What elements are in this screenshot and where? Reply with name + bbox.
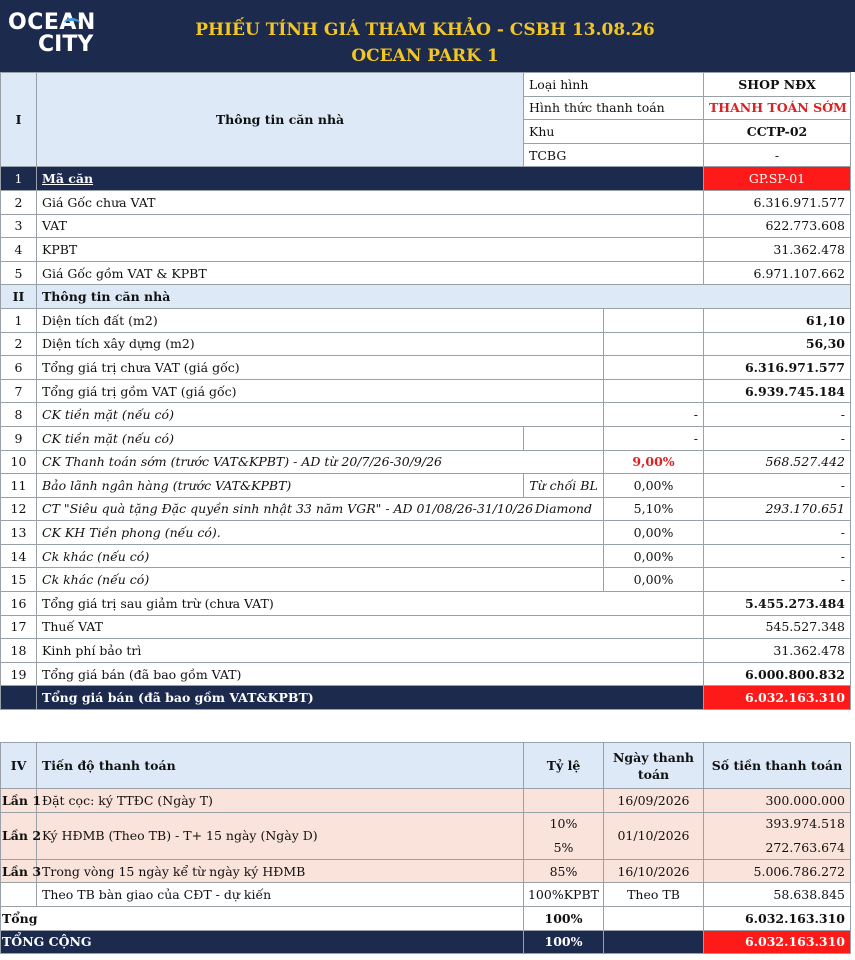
- row-number: 18: [1, 639, 37, 663]
- row-number: 11: [1, 474, 37, 498]
- row-value: 6.316.971.577: [704, 190, 851, 214]
- row-rate: [604, 332, 704, 356]
- row-label: Giá Gốc gồm VAT & KPBT: [37, 261, 704, 285]
- section-label: Thông tin căn nhà: [37, 285, 851, 309]
- row-label: Tổng giá bán (đã bao gồm VAT): [37, 662, 704, 686]
- row-number: 9: [1, 426, 37, 450]
- row-value: -: [704, 474, 851, 498]
- detail-row: [1, 497, 851, 521]
- installment-rate: 85%: [524, 859, 604, 883]
- row-value: -: [704, 568, 851, 592]
- row-value: -: [704, 426, 851, 450]
- info-value: THANH TOÁN SỚM: [704, 96, 851, 120]
- row-value: 568.527.442: [704, 450, 851, 474]
- row-note: [524, 521, 604, 545]
- info-label: Khu: [524, 120, 704, 144]
- detail-row: [1, 308, 851, 332]
- col-header-label: Tiến độ thanh toán: [37, 743, 524, 789]
- info-row: [1, 73, 851, 97]
- detail-row: [1, 544, 851, 568]
- installment-date: Theo TB: [604, 883, 704, 907]
- detail-row: [1, 592, 851, 616]
- price-row: [1, 214, 851, 238]
- row-label: Diện tích xây dựng (m2): [37, 332, 604, 356]
- row-label: Tổng giá trị gồm VAT (giá gốc): [37, 379, 604, 403]
- row-value: 31.362.478: [704, 238, 851, 262]
- payment-row: [1, 789, 851, 813]
- row-value: 56,30: [704, 332, 851, 356]
- col-header-rate: Tỷ lệ: [524, 743, 604, 789]
- row-label: Bảo lãnh ngân hàng (trước VAT&KPBT): [37, 474, 524, 498]
- row-rate: -: [604, 403, 704, 427]
- installment-number: Lần 3: [1, 859, 37, 883]
- grand-total-label: TỔNG CỘNG: [1, 930, 524, 954]
- row-number: 16: [1, 592, 37, 616]
- row-label: Mã căn: [37, 167, 704, 191]
- row-number: 2: [1, 190, 37, 214]
- section-header-row: [1, 285, 851, 309]
- price-row: [1, 261, 851, 285]
- col-header-date: Ngày thanh toán: [604, 743, 704, 789]
- schedule-total-label: Tổng: [1, 906, 524, 930]
- row-number: 6: [1, 356, 37, 380]
- unit-code: GP.SP-01: [704, 167, 851, 191]
- row-number: 5: [1, 261, 37, 285]
- schedule-total-rate: 100%: [524, 906, 604, 930]
- installment-number: Lần 1: [1, 789, 37, 813]
- price-row: [1, 190, 851, 214]
- schedule-total-amount: 6.032.163.310: [704, 906, 851, 930]
- schedule-header-row: [1, 743, 851, 789]
- detail-row: [1, 426, 851, 450]
- row-value: 622.773.608: [704, 214, 851, 238]
- section-label: Thông tin căn nhà: [37, 73, 524, 167]
- installment-amount: 272.763.674: [704, 836, 851, 860]
- row-rate: 0,00%: [604, 474, 704, 498]
- row-label: Kinh phí bảo trì: [37, 639, 704, 663]
- row-label: Diện tích đất (m2): [37, 308, 604, 332]
- installment-amount: 58.638.845: [704, 883, 851, 907]
- row-number: 12: [1, 497, 37, 521]
- detail-row: [1, 568, 851, 592]
- row-rate: [604, 308, 704, 332]
- row-number: 2: [1, 332, 37, 356]
- info-value: SHOP NĐX: [704, 73, 851, 97]
- total-price-value: 6.032.163.310: [704, 686, 851, 710]
- row-value: 293.170.651: [704, 497, 851, 521]
- row-number: 10: [1, 450, 37, 474]
- row-number: 15: [1, 568, 37, 592]
- detail-row: [1, 521, 851, 545]
- sheet-title: PHIẾU TÍNH GIÁ THAM KHẢO - CSBH 13.08.26: [195, 20, 655, 40]
- payment-schedule-table: [0, 742, 851, 954]
- row-label: Thuế VAT: [37, 615, 704, 639]
- row-value: 545.527.348: [704, 615, 851, 639]
- row-label: Ck khác (nếu có): [37, 568, 524, 592]
- installment-date: 16/10/2026: [604, 859, 704, 883]
- row-label: Tổng giá trị sau giảm trừ (chưa VAT): [37, 592, 704, 616]
- detail-row: [1, 474, 851, 498]
- section-number: IV: [1, 743, 37, 789]
- row-value: 31.362.478: [704, 639, 851, 663]
- sheet-header: [0, 0, 855, 72]
- row-number: 7: [1, 379, 37, 403]
- row-note: [524, 450, 604, 474]
- row-label: Ck khác (nếu có): [37, 544, 524, 568]
- payment-row: [1, 859, 851, 883]
- grand-total-row: [1, 930, 851, 954]
- row-number: 1: [1, 167, 37, 191]
- total-price-label: Tổng giá bán (đã bao gồm VAT&KPBT): [37, 686, 704, 710]
- row-value: 6.939.745.184: [704, 379, 851, 403]
- section-number: I: [1, 73, 37, 167]
- installment-rate: 10%: [524, 812, 604, 836]
- detail-row: [1, 450, 851, 474]
- row-number: 14: [1, 544, 37, 568]
- row-value: 6.000.800.832: [704, 662, 851, 686]
- detail-row: [1, 403, 851, 427]
- row-value: -: [704, 403, 851, 427]
- row-number: 3: [1, 214, 37, 238]
- detail-row: [1, 639, 851, 663]
- installment-rate: [524, 789, 604, 813]
- row-label: VAT: [37, 214, 704, 238]
- row-rate: -: [604, 426, 704, 450]
- row-note: Từ chối BL: [524, 474, 604, 498]
- row-number: 4: [1, 238, 37, 262]
- installment-rate: 100%KPBT: [524, 883, 604, 907]
- detail-row: [1, 379, 851, 403]
- payment-row: [1, 883, 851, 907]
- row-rate: 0,00%: [604, 544, 704, 568]
- project-name: OCEAN PARK 1: [351, 46, 499, 66]
- row-value: -: [704, 544, 851, 568]
- installment-label: Theo TB bàn giao của CĐT - dự kiến: [37, 883, 524, 907]
- detail-row: [1, 662, 851, 686]
- grand-total-rate: 100%: [524, 930, 604, 954]
- row-value: 6.316.971.577: [704, 356, 851, 380]
- installment-label: Trong vòng 15 ngày kể từ ngày ký HĐMB: [37, 859, 524, 883]
- schedule-total-row: [1, 906, 851, 930]
- row-note: [524, 568, 604, 592]
- row-value: 6.971.107.662: [704, 261, 851, 285]
- installment-amount: 5.006.786.272: [704, 859, 851, 883]
- row-note: Diamond: [524, 497, 604, 521]
- row-rate: 0,00%: [604, 568, 704, 592]
- installment-number: Lần 2: [1, 812, 37, 859]
- col-header-amount: Số tiền thanh toán: [704, 743, 851, 789]
- row-rate: [604, 379, 704, 403]
- installment-amount: 300.000.000: [704, 789, 851, 813]
- grand-total-amount: 6.032.163.310: [704, 930, 851, 954]
- info-label: TCBG: [524, 143, 704, 167]
- row-value: -: [704, 521, 851, 545]
- total-price-row: [1, 686, 851, 710]
- row-label: Tổng giá trị chưa VAT (giá gốc): [37, 356, 604, 380]
- wave-icon: [64, 18, 80, 28]
- row-number: 13: [1, 521, 37, 545]
- row-rate: [604, 356, 704, 380]
- row-rate: 5,10%: [604, 497, 704, 521]
- installment-number: [1, 883, 37, 907]
- detail-row: [1, 615, 851, 639]
- installment-amount: 393.974.518: [704, 812, 851, 836]
- installment-rate: 5%: [524, 836, 604, 860]
- row-number: 1: [1, 308, 37, 332]
- row-label: CK tiền mặt (nếu có): [37, 426, 524, 450]
- installment-date: 16/09/2026: [604, 789, 704, 813]
- info-label: Hình thức thanh toán: [524, 96, 704, 120]
- detail-row: [1, 356, 851, 380]
- price-row: [1, 238, 851, 262]
- row-note: [524, 544, 604, 568]
- unit-code-row: [1, 167, 851, 191]
- row-label: Giá Gốc chưa VAT: [37, 190, 704, 214]
- row-label: CK tiền mặt (nếu có): [37, 403, 604, 427]
- row-rate: 9,00%: [604, 450, 704, 474]
- info-value: CCTP-02: [704, 120, 851, 144]
- ocean-city-logo: OCEAN CITY: [8, 10, 96, 57]
- row-number: 8: [1, 403, 37, 427]
- installment-label: Ký HĐMB (Theo TB) - T+ 15 ngày (Ngày D): [37, 812, 524, 859]
- row-number: 17: [1, 615, 37, 639]
- row-number: 19: [1, 662, 37, 686]
- section-number: II: [1, 285, 37, 309]
- installment-label: Đặt cọc: ký TTĐC (Ngày T): [37, 789, 524, 813]
- price-sheet-table: [0, 72, 851, 710]
- row-label: CK Thanh toán sớm (trước VAT&KPBT) - AD từ 20/7/26-30/9/26: [37, 450, 524, 474]
- row-label: CT "Siêu quà tặng Đặc quyền sinh nhật 33 năm VGR" - AD 01/08/26-31/10/26: [37, 497, 524, 521]
- row-note: [524, 426, 604, 450]
- row-label: KPBT: [37, 238, 704, 262]
- row-value: 61,10: [704, 308, 851, 332]
- row-label: CK KH Tiền phong (nếu có).: [37, 521, 524, 545]
- info-value: -: [704, 143, 851, 167]
- row-value: 5.455.273.484: [704, 592, 851, 616]
- payment-row: [1, 812, 851, 836]
- info-label: Loại hình: [524, 73, 704, 97]
- installment-date: 01/10/2026: [604, 812, 704, 859]
- detail-row: [1, 332, 851, 356]
- row-rate: 0,00%: [604, 521, 704, 545]
